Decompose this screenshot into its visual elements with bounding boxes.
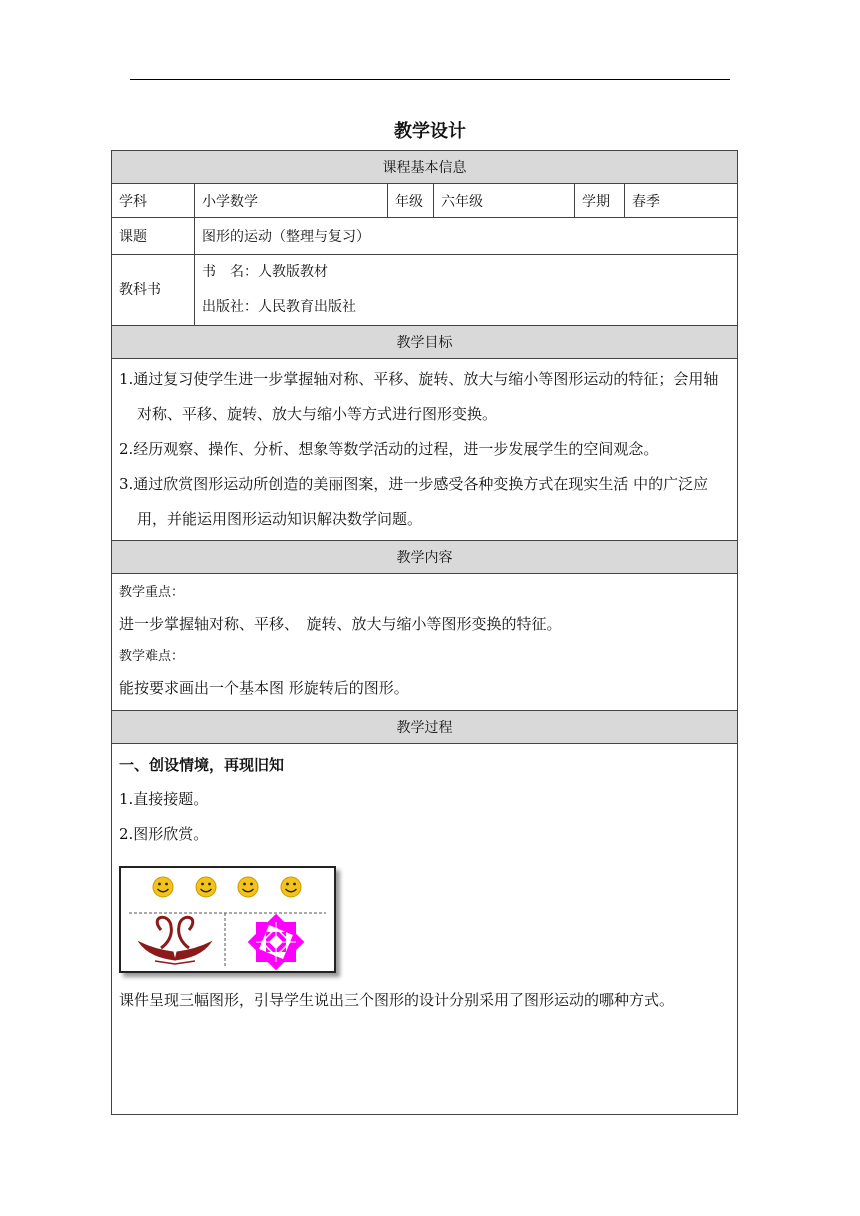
term-label: 学期 — [575, 184, 625, 218]
goal-item-2: 2.经历观察、操作、分析、想象等数学活动的过程，进一步发展学生的空间观念。 — [119, 440, 659, 458]
difficulty-text: 能按要求画出一个基本图 形旋转后的图形。 — [119, 679, 409, 697]
textbook-label-text: 教科书 — [119, 281, 161, 298]
key-point-text: 进一步掌握轴对称、平移、 旋转、放大与缩小等图形变换的特征。 — [119, 615, 562, 633]
term-value: 春季 — [625, 184, 738, 218]
step1-item-2: 2.图形欣赏。 — [119, 825, 209, 843]
figure-appreciation-svg — [121, 868, 334, 971]
step1-item-1: 1.直接接题。 — [119, 790, 209, 808]
subject-value: 小学数学 — [195, 184, 388, 218]
subject-label: 学科 — [112, 184, 195, 218]
section-basic-info: 课程基本信息 — [112, 151, 738, 184]
textbook-info — [195, 255, 738, 326]
grade-label: 年级 — [388, 184, 434, 218]
process-cell — [112, 744, 738, 1115]
section-goals: 教学目标 — [112, 326, 738, 359]
content-cell — [112, 574, 738, 711]
goal-item-1: 1.通过复习使学生进一步掌握轴对称、平移、旋转、放大与缩小等图形运动的特征；会用轴对称、平移、旋转、放大与缩小等方式进行图形变换。 — [119, 370, 719, 423]
figure-appreciation-image — [119, 866, 336, 973]
section-content: 教学内容 — [112, 541, 738, 574]
topic-value: 图形的运动（整理与复习） — [195, 218, 738, 255]
goals-cell — [112, 359, 738, 541]
smiley-icon — [238, 877, 258, 897]
section-process: 教学过程 — [112, 711, 738, 744]
rotation-pattern-icon — [248, 914, 305, 971]
document-title: 教学设计 — [394, 121, 466, 142]
header-rule — [130, 79, 730, 80]
goal-item-3: 3.通过欣赏图形运动所创造的美丽图案，进一步感受各种变换方式在现实生活 中的广泛应用，并能运用图形运动知识解决数学问题。 — [119, 475, 709, 528]
topic-label: 课题 — [112, 218, 195, 255]
textbook-publisher: 出版社：人民教育出版社 — [202, 299, 356, 315]
process-description: 课件呈现三幅图形，引导学生说出三个图形的设计分别采用了图形运动的哪种方式。 — [119, 991, 675, 1009]
textbook-label — [112, 255, 195, 326]
swan-pair-icon — [139, 917, 211, 964]
step1-heading: 一、创设情境，再现旧知 — [119, 756, 285, 774]
grade-value: 六年级 — [434, 184, 575, 218]
smiley-icon — [281, 877, 301, 897]
lesson-plan-table — [111, 150, 738, 1115]
smiley-icon — [196, 877, 216, 897]
key-point-label: 教学重点： — [119, 585, 185, 600]
difficulty-label: 教学难点： — [119, 649, 185, 664]
smiley-icon — [153, 877, 173, 897]
textbook-name: 书 名：人教版教材 — [202, 264, 328, 280]
